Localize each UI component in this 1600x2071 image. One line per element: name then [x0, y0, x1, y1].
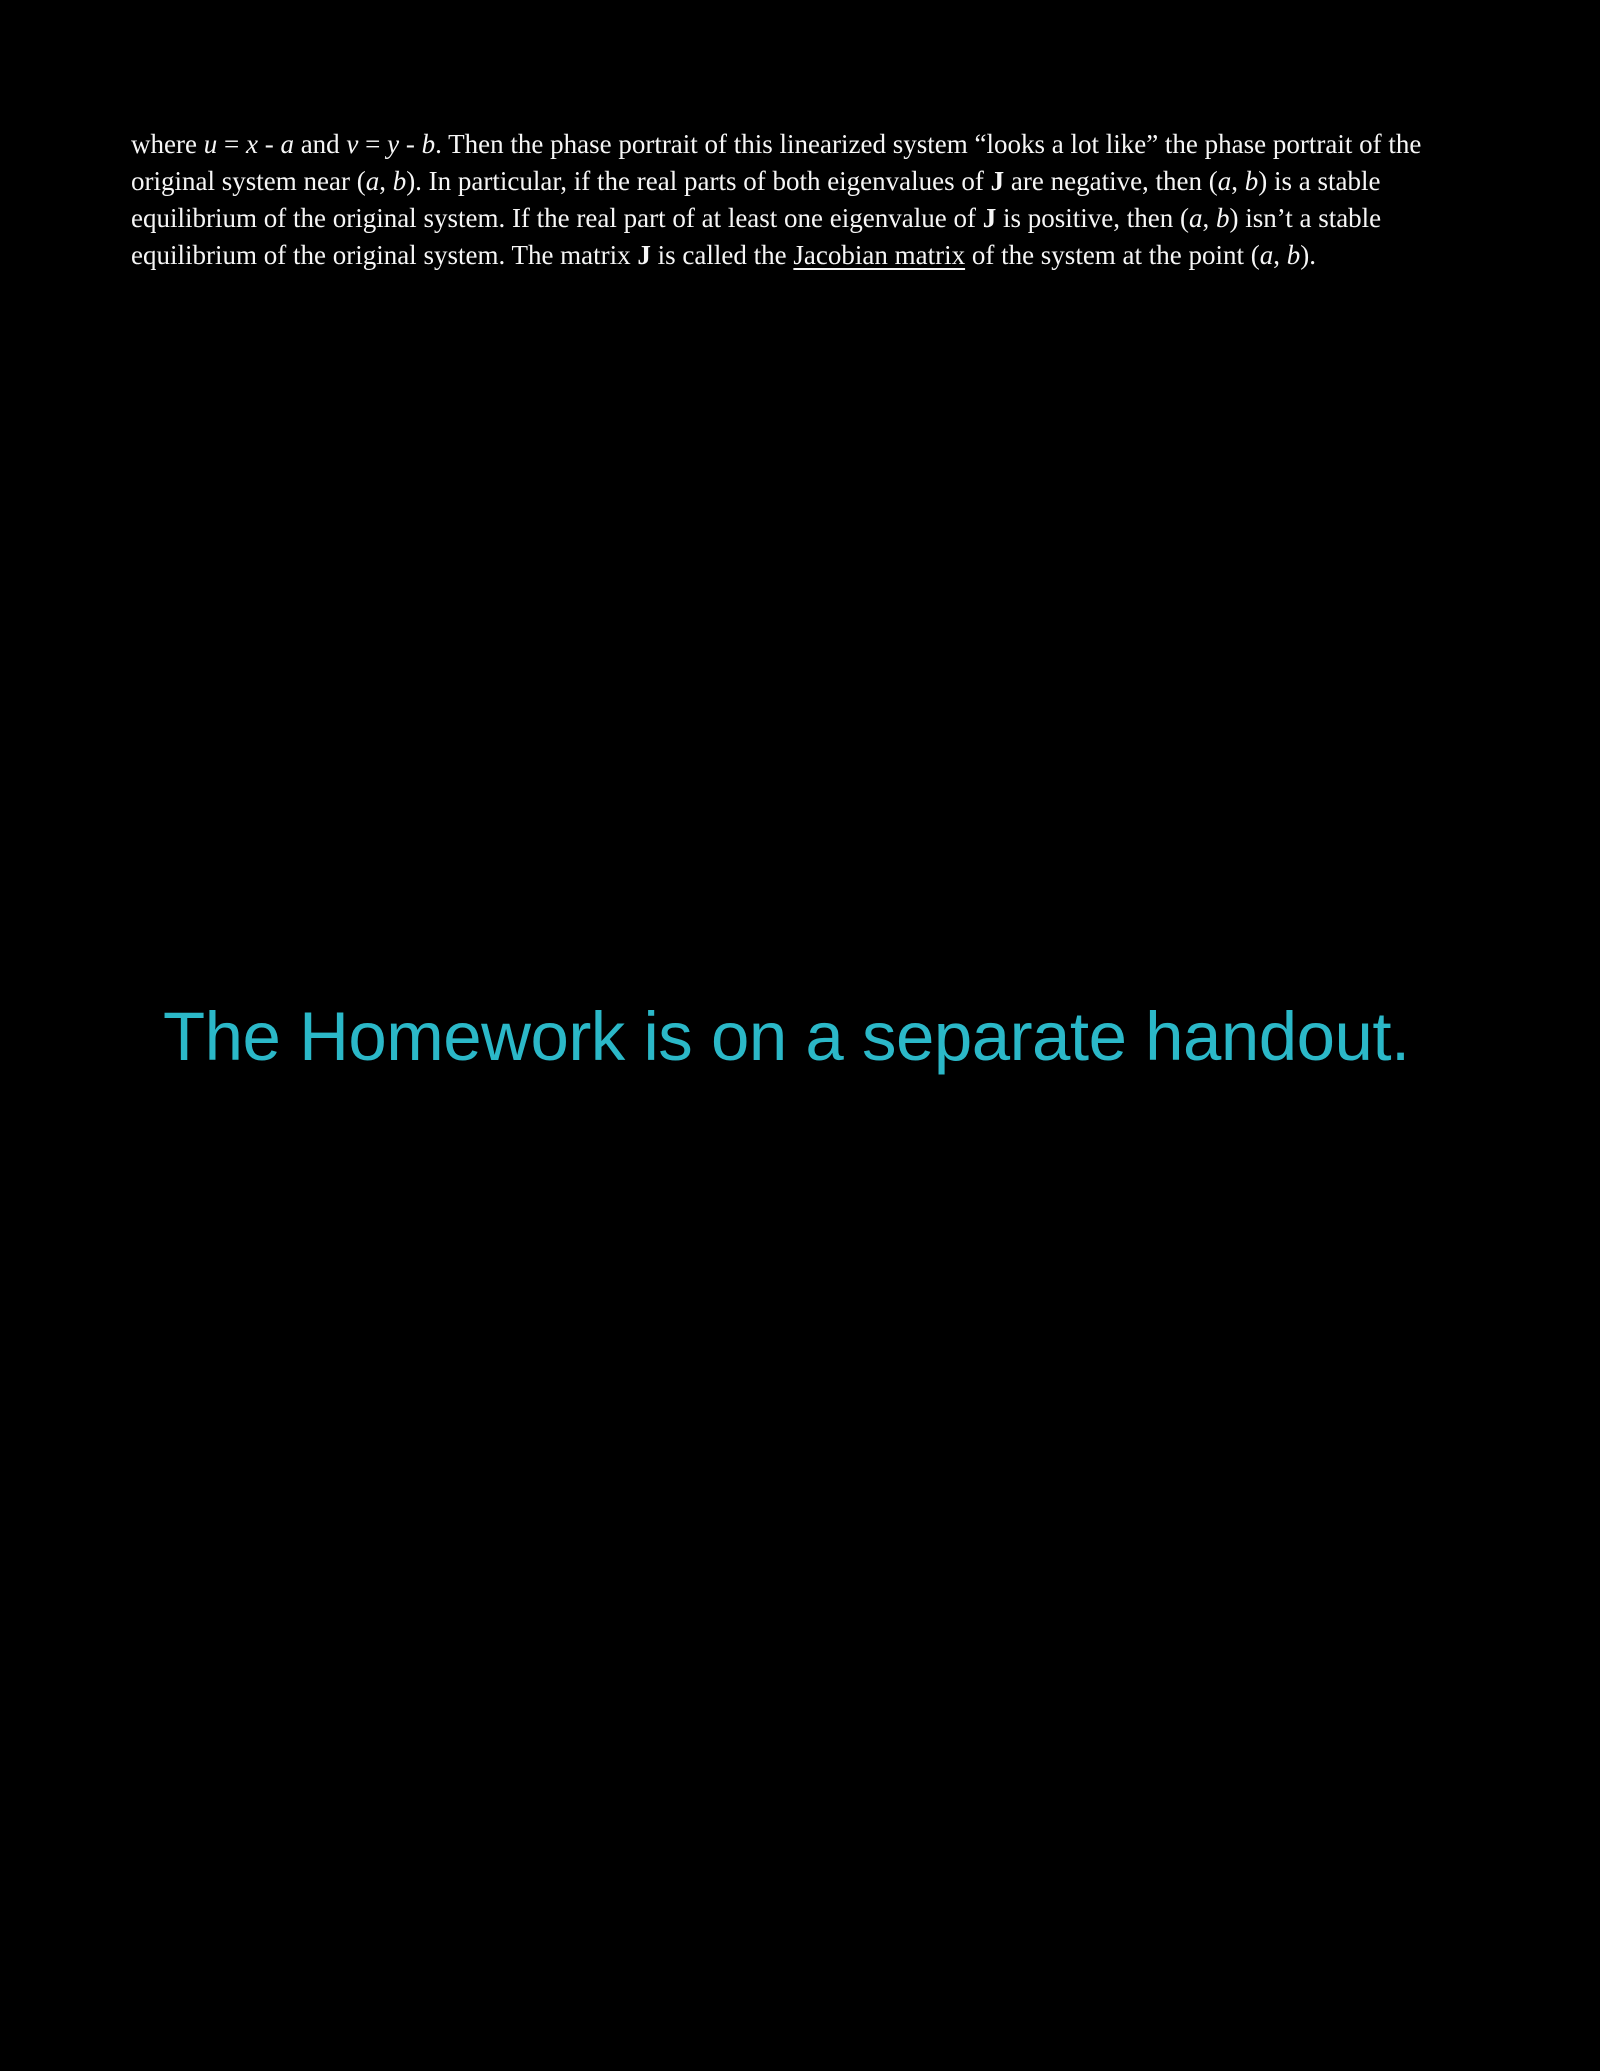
- paragraph-segment: are negative, then (: [1004, 166, 1218, 196]
- paragraph-segment: b: [392, 166, 407, 196]
- paragraph-segment: ). In particular, if the real parts of both eigenvalues of: [406, 166, 991, 196]
- paragraph-segment: b: [1215, 203, 1230, 233]
- paragraph-segment: y: [387, 129, 400, 159]
- paragraph-segment: a: [1188, 203, 1203, 233]
- paragraph-segment: -: [399, 129, 422, 159]
- paragraph-segment: and: [293, 129, 347, 159]
- paragraph-segment: a: [365, 166, 380, 196]
- paragraph-segment: ) isn’t a stable equilibrium of the original system. The matrix: [131, 203, 1382, 270]
- paragraph-segment: ).: [1300, 240, 1317, 270]
- paragraph-segment: . Then the phase portrait of this linearized system “looks a lot like” the phase portrait of the original system near (: [131, 129, 1422, 196]
- homework-banner: The Homework is on a separate handout.: [163, 998, 1410, 1075]
- paragraph-segment: is called the: [650, 240, 794, 270]
- paragraph-segment: ,: [1231, 166, 1245, 196]
- paragraph-segment: ,: [1273, 240, 1287, 270]
- paragraph-segment: b: [1286, 240, 1301, 270]
- paragraph-segment: =: [217, 129, 246, 159]
- paragraph-segment: v: [346, 129, 359, 159]
- paragraph-segment: of the system at the point (: [965, 240, 1260, 270]
- paragraph-segment: J: [637, 240, 651, 270]
- paragraph-segment: J: [990, 166, 1005, 196]
- paragraph-segment: b: [1244, 166, 1259, 196]
- paragraph-segment: J: [982, 203, 997, 233]
- paragraph-segment: is positive, then (: [996, 203, 1189, 233]
- paragraph-segment: x: [245, 129, 258, 159]
- paragraph-segment: ,: [379, 166, 393, 196]
- paragraph-segment: ) is a stable equilibrium of the original system. If the real part of at least one eigenvalue of: [131, 166, 1381, 233]
- paragraph-segment: =: [358, 129, 388, 159]
- paragraph-segment: u: [203, 129, 218, 159]
- paragraph-segment: b: [421, 129, 436, 159]
- body-paragraph: [131, 126, 1449, 274]
- paragraph-segment: -: [257, 129, 281, 159]
- paragraph-segment: where: [131, 129, 204, 159]
- paragraph-segment: a: [1217, 166, 1232, 196]
- paragraph-segment: a: [1259, 240, 1274, 270]
- paragraph-segment: a: [280, 129, 294, 159]
- paragraph-segment: Jacobian matrix: [793, 240, 966, 270]
- paragraph-segment: ,: [1202, 203, 1216, 233]
